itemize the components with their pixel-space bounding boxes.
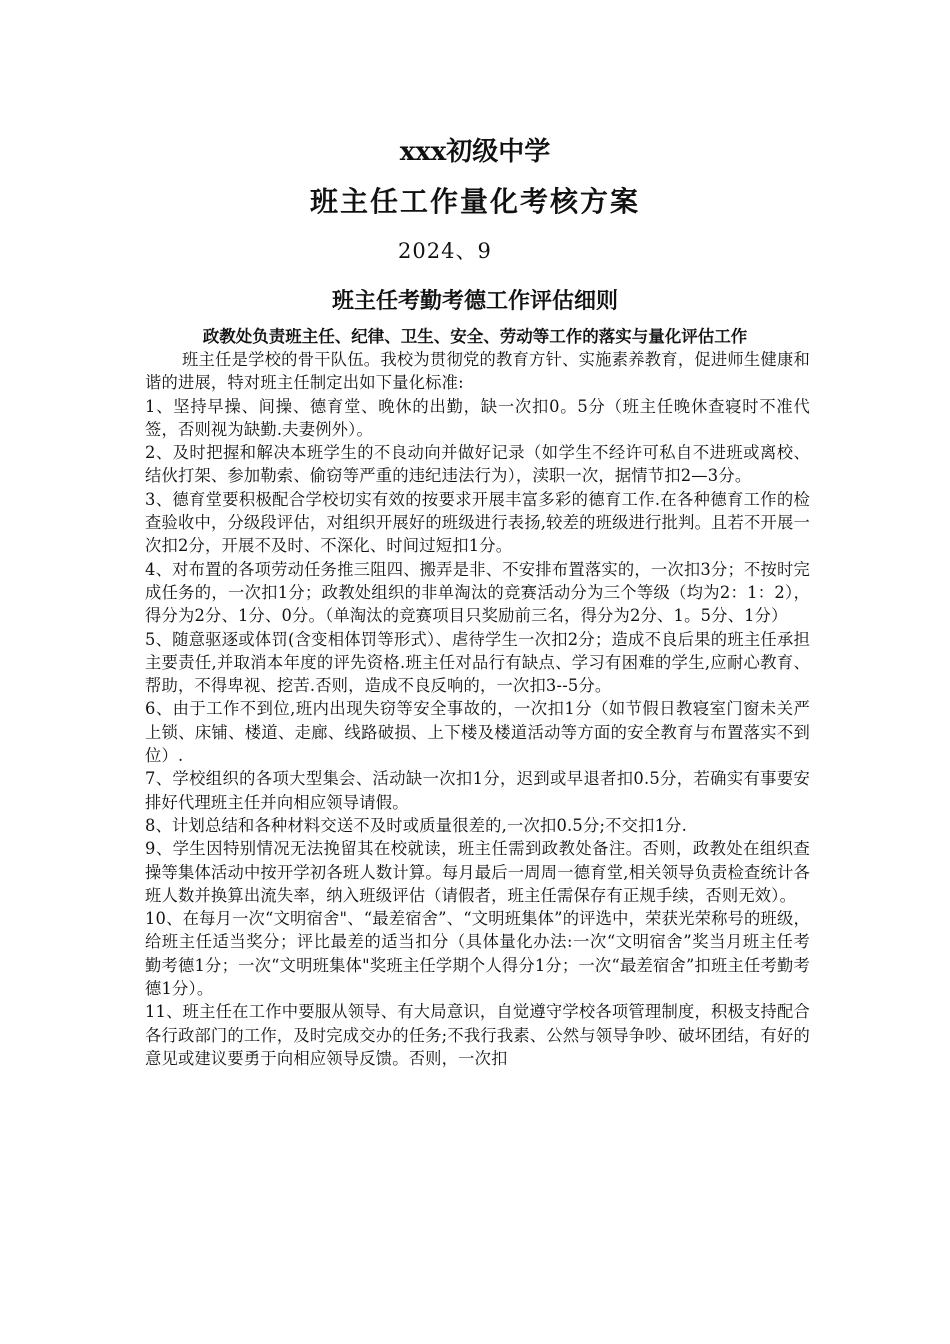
rule-item-1: 1、坚持早操、间操、德育堂、晚休的出勤，缺一次扣0。5分（班主任晚休查寝时不准代签，否则视为缺勤.夫妻例外）。 <box>145 396 810 439</box>
section-subtitle: 政教处负责班主任、纪律、卫生、安全、劳动等工作的落实与量化评估工作 <box>202 327 748 346</box>
document-title: 班主任工作量化考核方案 <box>309 185 640 218</box>
section-title: 班主任考勤考德工作评估细则 <box>331 288 618 314</box>
rule-item-8: 8、计划总结和各种材料交送不及时或质量很差的,一次扣0.5分;不交扣1分. <box>145 815 688 835</box>
rule-item-5: 5、随意驱逐或体罚(含变相体罚等形式）、虐待学生一次扣2分；造成不良后果的班主任承担主要责任,并取消本年度的评先资格.班主任对品行有缺点、学习有困难的学生,应耐心教育、帮助，不得卑视、挖苦.否则，造成不良反响的，一次扣3--5分。 <box>145 629 810 696</box>
rule-item-9: 9、学生因特别情况无法挽留其在校就读，班主任需到政教处备注。否则，政教处在组织查操等集体活动中按开学初各班人数计算。每月最后一周周一德育堂,相关领导负责检查统计各班人数并换算出流失率，纳入班级评估（请假者，班主任需保存有正规手续，否则无效）。 <box>145 839 810 905</box>
rule-item-6: 6、由于工作不到位,班内出现失窃等安全事故的，一次扣1分（如节假日教寝室门窗未关严上锁、床铺、楼道、走廊、线路破损、上下楼及楼道活动等方面的安全教育与布置落实不到位）. <box>145 699 810 766</box>
school-name: xxx初级中学 <box>399 137 551 167</box>
document-date: 2024、9 <box>398 239 492 263</box>
rule-item-10: 10、在每月一次“文明宿舍"、“最差宿舍”、“文明班集体”的评选中，荣获光荣称号的班级，给班主任适当奖分；评比最差的适当扣分（具体量化办法:一次“文明宿舍”奖当月班主任考勤考德1分；一次“文明班集体"奖班主任学期个人得分1分；一次“最差宿舍”扣班主任考勤考德1分）。 <box>145 909 810 999</box>
rule-item-2: 2、及时把握和解决本班学生的不良动向并做好记录（如学生不经许可私自不进班或离校、结伙打架、参加勒索、偷窃等严重的违纪违法行为），渎职一次，据情节扣2—3分。 <box>145 443 810 486</box>
intro-paragraph: 班主任是学校的骨干队伍。我校为贯彻党的教育方针、实施素养教育，促进师生健康和谐的进展，特对班主任制定出如下量化标准: <box>145 350 810 393</box>
rule-item-7: 7、学校组织的各项大型集会、活动缺一次扣1分，迟到或早退者扣0.5分，若确实有事要安排好代理班主任并向相应领导请假。 <box>145 769 810 812</box>
document-body <box>145 348 810 1070</box>
rule-item-3: 3、德育堂要积极配合学校切实有效的按要求开展丰富多彩的德育工作.在各种德育工作的检查验收中，分级段评估，对组织开展好的班级进行表扬,较差的班级进行批判。且若不开展一次扣2分，开展不及时、不深化、时间过短扣1分。 <box>145 489 810 556</box>
rule-item-11: 11、班主任在工作中要服从领导、有大局意识，自觉遵守学校各项管理制度，积极支持配合各行政部门的工作，及时完成交办的任务;不我行我素、公然与领导争吵、破坏团结，有好的意见或建议要勇于向相应领导反馈。否则，一次扣 <box>145 1002 810 1068</box>
rule-item-4: 4、对布置的各项劳动任务推三阻四、搬弄是非、不安排布置落实的，一次扣3分；不按时完成任务的，一次扣1分；政教处组织的非单淘汰的竞赛活动分为三个等级（均为2：1：2），得分为2分、1分、0分。（单淘汰的竞赛项目只奖励前三名，得分为2分、1。5分、1分） <box>145 559 810 626</box>
